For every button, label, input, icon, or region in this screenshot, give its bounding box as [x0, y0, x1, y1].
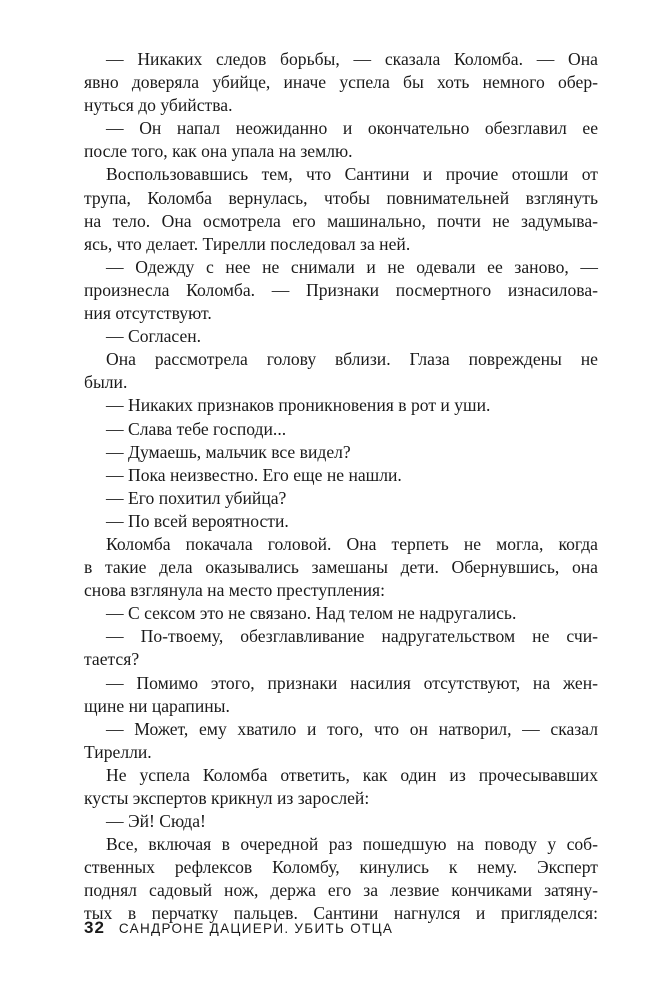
body-text — [84, 48, 598, 926]
text-line: на тело. Она осмотрела его машинально, почти не задумыва- — [84, 210, 598, 231]
text-line: Все, включая в очередной раз пошедшую на поводу у соб- — [106, 834, 598, 855]
text-line: тых в перчатку пальцев. Сантини нагнулся и пригляделся: — [84, 903, 598, 924]
running-title: САНДРОНЕ ДАЦИЕРИ. УБИТЬ ОТЦА — [118, 921, 394, 936]
text-line: щине ни царапины. — [84, 695, 230, 716]
text-line: — Одежду с нее не снимали и не одевали ее заново, — — [106, 256, 598, 277]
page-number: 32 — [84, 918, 105, 937]
text-line: Воспользовавшись тем, что Сантини и прочие отошли от — [106, 164, 598, 185]
text-line: — Может, ему хватило и того, что он натворил, — сказал — [106, 718, 598, 739]
text-line: — Помимо этого, признаки насилия отсутствуют, на жен- — [106, 672, 598, 693]
page-footer — [84, 918, 598, 938]
text-line: — Согласен. — [106, 326, 202, 347]
text-line: — По всей вероятности. — [106, 510, 289, 531]
text-line: — Он напал неожиданно и окончательно обезглавил ее — [106, 118, 598, 139]
text-line: ния отсутствуют. — [84, 303, 212, 324]
text-line: — Слава тебе господи... — [106, 418, 287, 439]
text-line: — Думаешь, мальчик все видел? — [106, 441, 351, 462]
text-line: — Никаких признаков проникновения в рот и уши. — [106, 395, 491, 416]
text-line: поднял садовый нож, держа его за лезвие кончиками затяну- — [84, 880, 598, 901]
text-line: Коломба покачала головой. Она терпеть не могла, когда — [106, 533, 598, 554]
text-line: были. — [84, 372, 128, 393]
text-line: — Никаких следов борьбы, — сказала Коломба. — Она — [106, 49, 598, 69]
text-line: — Эй! Сюда! — [106, 811, 206, 832]
text-line: Она рассмотрела голову вблизи. Глаза повреждены не — [106, 349, 598, 370]
text-line: — Пока неизвестно. Его еще не нашли. — [106, 464, 402, 485]
text-line: снова взглянула на место преступления: — [84, 580, 385, 601]
text-line: — По-твоему, обезглавливание надругательством не счи- — [106, 626, 598, 647]
text-line: Тирелли. — [84, 741, 152, 762]
text-line: — Его похитил убийца? — [106, 487, 287, 508]
text-line: в такие дела оказывались замешаны дети. Обернувшись, она — [84, 557, 598, 578]
text-line: явно доверяла убийце, иначе успела бы хоть немного обер- — [84, 72, 598, 93]
text-line: тается? — [84, 649, 140, 670]
text-line: нуться до убийства. — [84, 95, 233, 116]
text-line: ственных рефлексов Коломбу, кинулись к нему. Эксперт — [84, 857, 598, 878]
text-line: Не успела Коломба ответить, как один из прочесывавших — [106, 764, 598, 785]
text-line: произнесла Коломба. — Признаки посмертного изнасилова- — [84, 279, 598, 300]
text-line: после того, как она упала на землю. — [84, 141, 353, 162]
text-line: — С сексом это не связано. Над телом не надругались. — [106, 603, 517, 624]
text-line: кусты экспертов крикнул из зарослей: — [84, 788, 370, 808]
text-line: трупа, Коломба вернулась, чтобы повнимательней взглянуть — [84, 187, 598, 208]
text-line: ясь, что делает. Тирелли последовал за ней. — [84, 233, 411, 254]
